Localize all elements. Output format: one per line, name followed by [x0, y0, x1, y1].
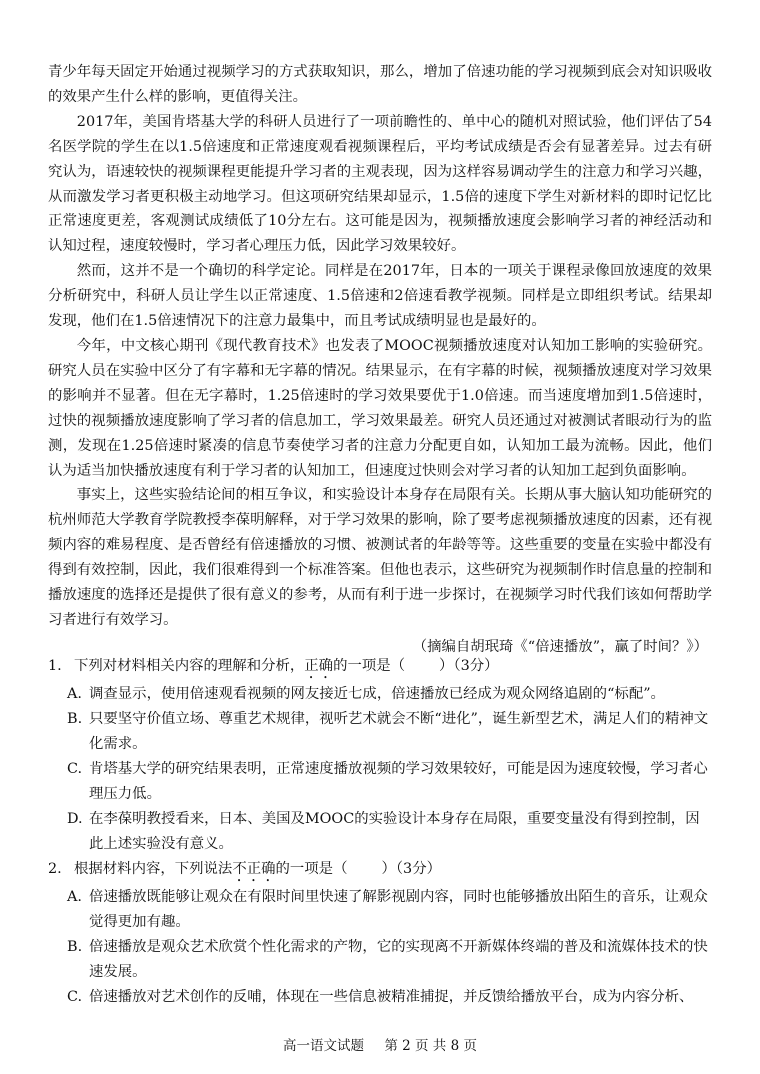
passage-paragraph-3: 然而，这并不是一个确切的科学定论。同样是在2017年，日本的一项关于课程录像回放速度的效果分析研究中，科研人员让学生以正常速度、1.5倍速和2倍速看教学视频。同样是立即组织考试。结果却发现，他们在1.5倍速情况下的注意力最集中，而且考试成绩明显也是最好的。: [48, 263, 712, 330]
passage-paragraph-5: 事实上，这些实验结论间的相互争议，和实验设计本身存在局限有关。长期从事大脑认知功能研究的杭州师范大学教育学院教授李葆明解释，对于学习效果的影响，除了要考虑视频播放速度的因素，还有视频内容的难易程度、是否曾经有倍速播放的习惯、被测试者的年龄等等。这些重要的变量在实验中都没有得到有效控制，因此，我们很难得到一个标准答案。但他也表示，这些研究为视频制作时信息量的控制和播放速度的选择还是提供了很有意义的参考，从而有利于进一步探讨，在视频学习时代我们该如何帮助学习者进行有效学习。: [48, 487, 712, 628]
stem-text: 的一项是（: [275, 861, 348, 877]
stem-text: 的一项是（: [333, 658, 406, 674]
option-label: A.: [67, 889, 82, 905]
footer-subject: 高一语文试题: [283, 1038, 365, 1054]
stem-score: ）（3分）: [381, 861, 441, 877]
option-label: B.: [67, 939, 83, 955]
question-list: [48, 654, 712, 1010]
option-d[interactable]: [67, 807, 712, 857]
passage-paragraph-4: 今年，中文核心期刊《现代教育技术》也发表了MOOC视频播放速度对认知加工影响的实验研究。研究人员在实验中区分了有字幕和无字幕的情况。结果显示，在有字幕的时候，视频播放速度对学习效果的影响并不显著。但在无字幕时，1.25倍速时的学习效果要优于1.0倍速。而当速度增加到1.5倍速时，过快的视频播放速度影响了学习者的信息加工，学习效果最差。研究人员还通过对被测试者眼动行为的监测，发现在1.25倍速时紧凑的信息节奏使学习者的注意力分配更自如，认知加工最为流畅。因此，他们认为适当加快播放速度有利于学习者的认知加工，但速度过快则会对学习者的认知加工起到负面影响。: [48, 337, 712, 479]
option-c[interactable]: [67, 757, 712, 807]
passage-source: （摘编自胡珉琦《“倍速播放”，赢了时间？》）: [412, 638, 708, 655]
stem-text: 下列对材料相关内容的理解和分析，: [74, 658, 305, 674]
stem-score: ）（3分）: [439, 658, 499, 674]
option-text: 只要坚守价值立场、尊重艺术规律，视听艺术就会不断“进化”，诞生新型艺术，满足人们的精神文化需求。: [89, 711, 709, 752]
stem-text: 根据材料内容，下列说法: [74, 861, 233, 877]
option-label: A.: [67, 686, 82, 702]
question-1: [48, 654, 712, 857]
question-number: 1.: [48, 658, 62, 674]
emphasis-word: 不正确: [232, 861, 276, 877]
footer-page-number: 第 2 页 共 8 页: [384, 1038, 477, 1054]
question-stem: [74, 857, 712, 885]
page-footer: [0, 1034, 760, 1054]
question-stem: [74, 654, 712, 682]
option-text: 肯塔基大学的研究结果表明，正常速度播放视频的学习效果较好，可能是因为速度较慢，学习者心理压力低。: [89, 761, 708, 802]
option-text: 倍速播放是观众艺术欣赏个性化需求的产物，它的实现离不开新媒体终端的普及和流媒体技术的快速发展。: [89, 939, 708, 980]
emphasis-word: 正确: [304, 658, 334, 674]
question-number: 2.: [48, 861, 62, 877]
option-text: 倍速播放既能够让观众在有限时间里快速了解影视剧内容，同时也能够播放出陌生的音乐，让观众觉得更加有趣。: [89, 889, 708, 930]
option-a[interactable]: [67, 885, 712, 935]
option-label: B.: [67, 711, 83, 727]
option-b[interactable]: [67, 707, 712, 757]
option-text: 调查显示，使用倍速观看视频的网友接近七成，倍速播放已经成为观众网络追剧的“标配”。: [89, 686, 665, 702]
option-a[interactable]: [67, 682, 712, 707]
reading-passage: [48, 60, 712, 660]
option-b[interactable]: [67, 935, 712, 985]
passage-paragraph-1: 青少年每天固定开始通过视频学习的方式获取知识，那么，增加了倍速功能的学习视频到底会对知识吸收的效果产生什么样的影响，更值得关注。: [48, 64, 712, 105]
option-label: D.: [67, 811, 83, 827]
option-text: 在李葆明教授看来，日本、美国及MOOC的实验设计本身存在局限，重要变量没有得到控制，因此上述实验没有意义。: [89, 811, 700, 852]
option-label: C.: [67, 761, 83, 777]
passage-paragraph-2: 2017年，美国肯塔基大学的科研人员进行了一项前瞻性的、单中心的随机对照试验，他们评估了54名医学院的学生在以1.5倍速度和正常速度观看视频课程后，平均考试成绩是否会有显著差异。过去有研究认为，语速较快的视频课程更能提升学习者的主观表现，因为这样容易调动学生的注意力和学习兴趣，从而激发学习者更积极主动地学习。但这项研究结果却显示，1.5倍的速度下学生对新材料的即时记忆比正常速度更差，客观测试成绩低了10分左右。这可能是因为，视频播放速度会影响学习者的神经活动和认知过程，速度较慢时，学习者心理压力低，因此学习效果较好。: [48, 113, 712, 255]
option-c[interactable]: [67, 985, 712, 1010]
question-2: [48, 857, 712, 1010]
option-label: C.: [67, 989, 83, 1005]
option-text: 倍速播放对艺术创作的反哺，体现在一些信息被精准捕捉，并反馈给播放平台，成为内容分析、: [89, 989, 694, 1005]
